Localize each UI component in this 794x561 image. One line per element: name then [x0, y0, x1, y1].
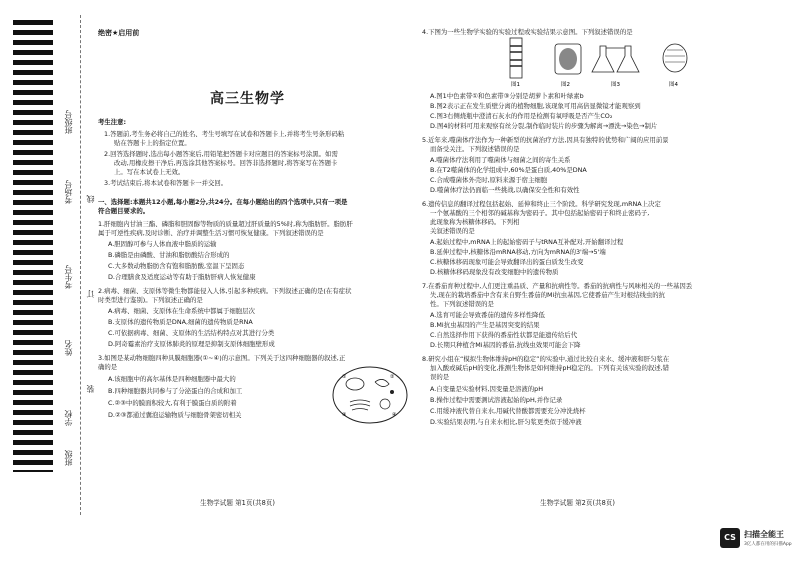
q1-option-b[interactable]: B.磷脂是由磷酸、甘油和脂肪酸结合形成的 — [108, 251, 230, 259]
note-line: 2.回答选择题时,选出每小题答案后,用铅笔把答题卡对应题目的答案标号涂黑。如需 — [104, 150, 338, 158]
q2-stem: 时类型进行鉴别)。下列叙述正确的是 — [98, 296, 203, 304]
q6-stem: 一个氨基酸的三个相邻的碱基称为密码子。其中包括起始密码子和终止密码子, — [430, 209, 650, 217]
svg-text:①: ① — [342, 374, 347, 380]
q7-option-d[interactable]: D.长期只种植含Mi基因的番茄,抗线虫效果可能会下降 — [430, 341, 581, 349]
svg-text:②: ② — [390, 374, 395, 380]
note-line: 上。写在本试卷上无效。 — [114, 168, 185, 176]
q5-option-a[interactable]: A.噬菌体疗法利用了噬菌体与细菌之间的寄生关系 — [430, 156, 571, 164]
fig-label-3: 图3 — [611, 82, 620, 88]
q5-option-b[interactable]: B.在T2噬菌体的化学组成中,60%是蛋白质,40%是DNA — [430, 166, 587, 174]
q4-option-d[interactable]: D.图4的材料可用来观察有丝分裂,制作临时装片的步骤为解离→漂洗→染色→制片 — [430, 122, 658, 130]
q3-option-d[interactable]: D.②③都通过囊泡运输物质与细胞骨架密切相关 — [108, 411, 242, 419]
svg-text:④: ④ — [392, 412, 397, 418]
fig-label-2: 图2 — [561, 82, 570, 88]
page1-footer: 生物学试题 第1页(共8页) — [200, 499, 275, 507]
notes-heading: 考生注意: — [98, 118, 127, 126]
binding-zhuang: 装 — [86, 385, 95, 393]
q8-stem: 误的是 — [430, 373, 450, 381]
q6-option-b[interactable]: B.延伸过程中,核糖体沿mRNA移动,方向为mRNA的3'端→5'端 — [430, 248, 606, 256]
q1-option-c[interactable]: C.大多数动物脂肪含有饱和脂肪酸,室温下呈固态 — [108, 262, 245, 270]
q4-option-c[interactable]: C.图3右侧烧瓶中澄清石灰水的作用是检测有氧呼吸是否产生CO₂ — [430, 112, 613, 120]
scanner-tagline: 3亿人都在用的扫描App — [744, 542, 792, 547]
page-title: 高三生物学 — [210, 91, 285, 107]
q2-option-c[interactable]: C.可依据病毒、细菌、支原体的生活结构特点对其进行分类 — [108, 329, 275, 337]
binding-label-school: 学校 — [64, 410, 73, 426]
binding-label-banji: 班级号 — [64, 110, 73, 134]
binding-ding: 订 — [86, 290, 95, 298]
q3-option-b[interactable]: B.四种细胞器共同参与了分泌蛋白的合成和加工 — [108, 387, 243, 395]
experiment-figures — [505, 36, 705, 88]
scanner-name: 扫描全能王 — [744, 530, 784, 539]
note-line: 3.考试结束后,将本试卷和答题卡一并交回。 — [104, 179, 228, 187]
q6-stem: 关叙述错误的是 — [430, 227, 475, 235]
q3-stem: 确的是 — [98, 363, 118, 371]
q6-option-c[interactable]: C.核糖体移码现象可能会导致翻译出的蛋白质发生改变 — [430, 258, 584, 266]
svg-text:③: ③ — [342, 412, 347, 418]
q7-option-c[interactable]: C.自然选择作用下获得的番茄性状都是能遗传给后代 — [430, 331, 578, 339]
binding-label-kaochang: 考场号 — [64, 180, 73, 204]
page2-footer: 生物学试题 第2页(共8页) — [540, 499, 615, 507]
q8-option-c[interactable]: C.用缓冲液代替自来水,用碱代替酸都需要充分冲洗烧杯 — [430, 407, 586, 415]
q2-option-a[interactable]: A.病毒、细菌、支原体在生命系统中都属于细胞层次 — [108, 307, 255, 315]
q7-stem: 性。下列叙述错误的是 — [430, 300, 494, 308]
q3-option-c[interactable]: C.②③中的膜面积较大,有利于膜蛋白质的附着 — [108, 399, 237, 407]
q6-option-d[interactable]: D.核糖体移码现象没有改变细胞中的遗传物质 — [430, 268, 559, 276]
q7-option-b[interactable]: B.Mi抗虫基因的产生是基因突变的结果 — [430, 321, 540, 329]
q3-stem: 3.如图是某动物细胞四种具膜细胞器(①~④)的示意图。下列关于这四种细胞器的叙述,正 — [98, 354, 346, 362]
q1-stem: 1.肝细胞内甘油三酯、磷脂和胆固醇等物质的质量超过肝质量的5%时,称为脂肪肝。脂肪肝 — [98, 220, 353, 228]
binding-label-name: 姓名 — [64, 340, 73, 356]
cut-line — [80, 15, 81, 515]
q2-option-d[interactable]: D.阿奇霉素治疗支原体肺炎的原理是抑制支原体细胞壁形成 — [108, 340, 275, 348]
note-line: 改动,用橡皮擦干净后,再选涂其他答案标号。回答非选择题时,将答案写在答题卡 — [114, 159, 338, 167]
q5-stem: 5.近年来,噬菌体疗法作为一种新型的抗菌治疗方法,因具有独特的优势和广阔的应用前景 — [422, 136, 669, 144]
binding-barcode-strip — [13, 20, 53, 472]
q8-option-d[interactable]: D.实验结果表明,与自来水相比,肝匀浆更类似于缓冲液 — [430, 418, 582, 426]
q6-stem: 此现象称为核糖体移码。下列相 — [430, 218, 520, 226]
q4-option-a[interactable]: A.图1中色素带①和色素带③分别是胡萝卜素和叶绿素b — [430, 92, 584, 100]
binding-label-class: 班级 — [64, 450, 73, 466]
q1-option-a[interactable]: A.胆固醇可参与人体血液中脂质的运输 — [108, 240, 217, 248]
q5-stem: 而备受关注。下列叙述错误的是 — [430, 145, 520, 153]
cell-organelle-figure — [330, 364, 410, 426]
q4-stem: 4.下图为一些生物学实验的实验过程或实验结果示意图。下列叙述错误的是 — [422, 28, 633, 36]
q7-option-a[interactable]: A.选育可能会导致番茄的遗传多样性降低 — [430, 311, 545, 319]
binding-label-kaosheng: 考生号 — [64, 265, 73, 289]
q8-stem: 加入酸或碱后pH的变化,推测生物体是如何维持pH稳定的。下列有关该实验的叙述,错 — [430, 364, 670, 372]
q8-option-a[interactable]: A.自变量是实验材料,因变量是溶液的pH — [430, 385, 544, 393]
q1-option-d[interactable]: D.合理膳食及适度运动等有助于脂肪肝病人恢复健康 — [108, 273, 256, 281]
q7-stem: 7.在番茄育种过程中,人们更注重品质、产量和抗病性等。番茄的抗病性与风味相关的一些基因丢 — [422, 282, 693, 290]
q5-option-d[interactable]: D.噬菌体疗法仍面临一些挑战,以确保安全性和有效性 — [430, 186, 580, 194]
note-line: 1.答题前,考生务必将自己的姓名、考生号填写在试卷和答题卡上,并将考生号条形码粘 — [104, 130, 345, 138]
section1-heading-cont: 符合题目要求的。 — [98, 207, 150, 215]
q2-option-b[interactable]: B.支原体的遗传物质是DNA,细菌的遗传物质是RNA — [108, 318, 253, 326]
q4-option-b[interactable]: B.图2表示正在发生质壁分离的植物细胞,该现象可用高倍显微镜才能观察到 — [430, 102, 641, 110]
q8-option-b[interactable]: B.操作过程中需要测试溶液起始的pH,并作记录 — [430, 396, 563, 404]
q2-stem: 2.病毒、细菌、支原体等微生物都能侵入人体,引起多种疾病。下列叙述正确的是(在有症状 — [98, 287, 352, 295]
fig-label-4: 图4 — [669, 82, 678, 88]
note-line: 贴在答题卡上的指定位置。 — [114, 139, 191, 147]
q7-stem: 失,现在的栽培番茄中含有来自野生番茄的Mi抗虫基因,它使番茄产生对根结线虫的抗 — [430, 291, 666, 299]
q1-stem: 属于可逆性疾病,及时诊断、治疗并调整生活习惯可恢复健康。下列叙述错误的是 — [98, 229, 324, 237]
q5-option-c[interactable]: C.合成噬菌体外壳时,原料来源于宿主细胞 — [430, 176, 548, 184]
binding-xian: 线 — [86, 195, 95, 203]
scanner-logo: CS — [720, 528, 740, 548]
section1-heading: 一、选择题:本题共12小题,每小题2分,共24分。在每小题给出的四个选项中,只有一项是 — [98, 198, 348, 206]
q3-option-a[interactable]: A.该细胞中的高尔基体是四种细胞器中最大的 — [108, 375, 236, 383]
fig-label-1: 图1 — [511, 82, 520, 88]
q6-stem: 6.遗传信息的翻译过程包括起始、延伸和终止三个阶段。科学研究发现,mRNA上决定 — [422, 200, 661, 208]
q8-stem: 8.研究小组在“模拟生物体维持pH的稳定”的实验中,通过比较自来水、缓冲液和肝匀浆在 — [422, 355, 670, 363]
confidential-mark: 绝密★启用前 — [98, 29, 140, 37]
q6-option-a[interactable]: A.起始过程中,mRNA上的起始密码子与tRNA互补配对,开始翻译过程 — [430, 238, 624, 246]
